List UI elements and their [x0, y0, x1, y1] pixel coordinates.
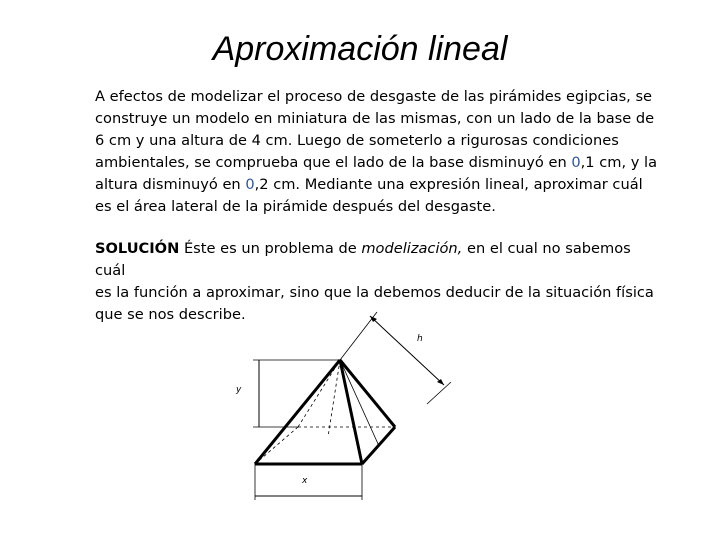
h-extension-top	[340, 312, 377, 360]
solution-line: SOLUCIÓN Éste es un problema de modelización, en el cual no sabemos cuál	[95, 240, 631, 279]
h-extension-bottom	[427, 382, 451, 404]
problem-line: construye un modelo en miniatura de las mismas, con un lado de la base de	[95, 110, 655, 127]
apothem-line	[340, 360, 379, 446]
label-y: y	[236, 385, 242, 395]
visible-edge-left	[255, 360, 340, 464]
solution-label: SOLUCIÓN	[95, 240, 180, 257]
solution-line: que se nos describe.	[95, 306, 246, 323]
page-title: Aproximación lineal	[212, 30, 508, 68]
h-dimension-line	[370, 316, 444, 385]
problem-line: 6 cm y una altura de 4 cm. Luego de someterlo a rigurosas condiciones	[95, 132, 619, 149]
label-h: h	[417, 334, 423, 344]
problem-line: altura disminuyó en 0,2 cm. Mediante una expresión lineal, aproximar cuál	[95, 176, 643, 193]
problem-line: A efectos de modelizar el proceso de desgaste de las pirámides egipcias, se	[95, 88, 653, 105]
problem-line: ambientales, se comprueba que el lado de la base disminuyó en 0,1 cm, y la	[95, 154, 658, 171]
solution-line: es la función a aproximar, sino que la debemos deducir de la situación física	[95, 284, 654, 301]
label-x: x	[302, 476, 308, 486]
problem-line: es el área lateral de la pirámide después del desgaste.	[95, 198, 496, 215]
